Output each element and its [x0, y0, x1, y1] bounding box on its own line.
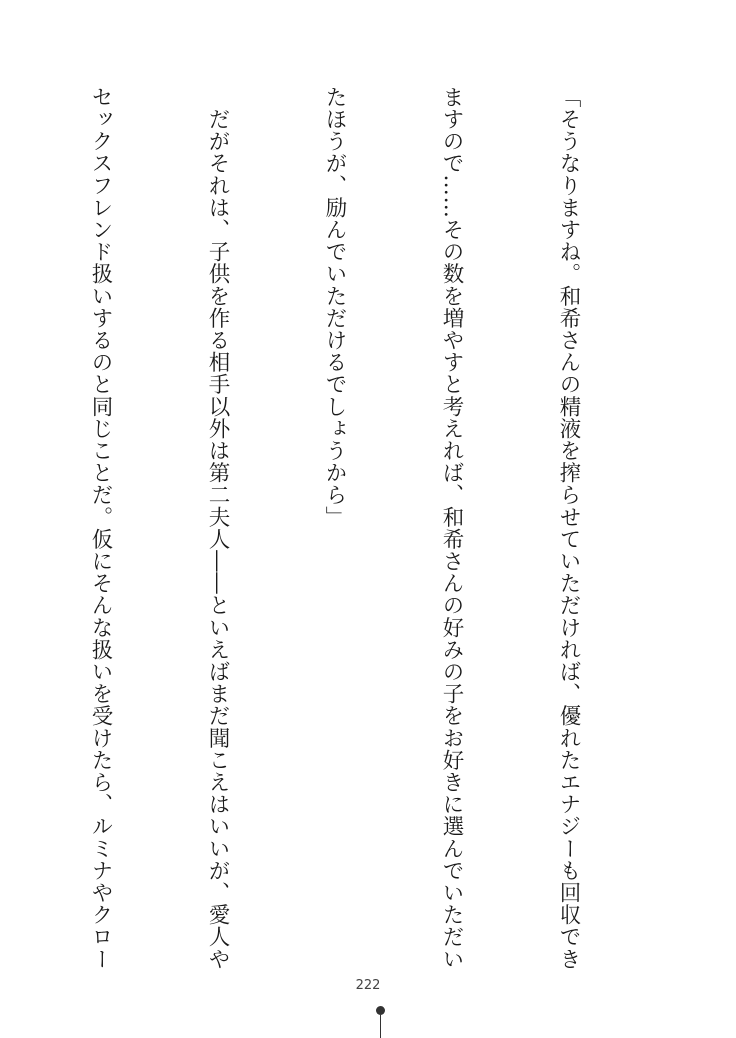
page-marker-line: [380, 1015, 381, 1038]
vertical-text-body: [0, 86, 666, 970]
text-line: 「そうなりますね。和希さんの精液を搾らせていただければ、優れたエナジーも回収でき: [556, 86, 581, 970]
text-line: だがそれは、子供を作る相手以外は第二夫人――といえばまだ聞こえはいいが、愛人や: [205, 86, 230, 970]
page-marker-dot: [376, 1006, 385, 1015]
text-line: ますので……その数を増やすと考えれば、和希さんの好みの子をお好きに選んでいただい: [439, 86, 464, 970]
text-line: たほうが、励んでいただけるでしょうから」: [322, 86, 347, 528]
page-number: 222: [355, 978, 381, 993]
text-line: セックスフレンド扱いするのと同じことだ。仮にそんな扱いを受けたら、ルミナやクロー: [88, 86, 113, 970]
text-line: [0, 86, 3, 956]
